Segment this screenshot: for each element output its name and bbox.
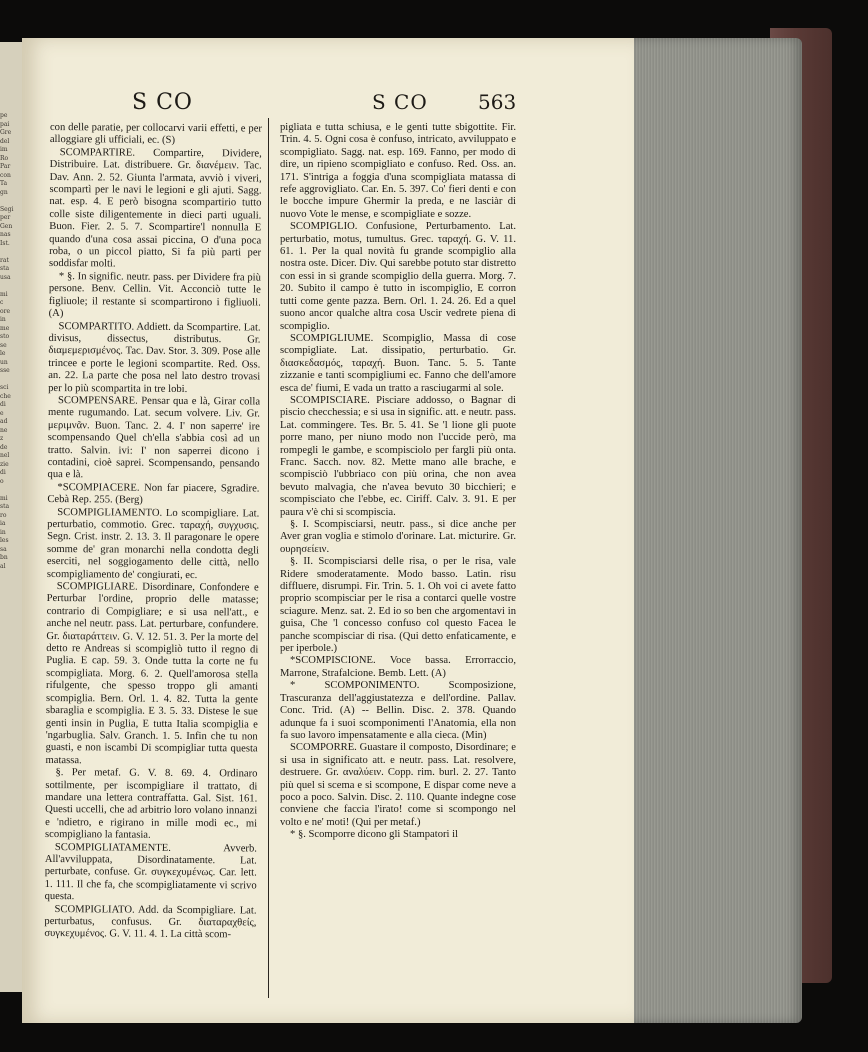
entry-paragraph: *SCOMPIACERE. Non far piacere, Sgradire. Cebà Rep. 255. (Berg) bbox=[47, 481, 260, 506]
dictionary-page bbox=[22, 38, 634, 1023]
entry-paragraph: SCOMPIGLIUME. Scompiglio, Massa di cose scompigliate. Lat. dissipatio, perturbatio. Gr. διασκεδασμός, ταραχή. Buon. Tanc. 5. 5. Tante zizzanie e tanti scompigliumi ec. Fanno che dell'amore esca de' fiumi, E vada un tratto a rasciugarmi al sole. bbox=[280, 332, 516, 394]
left-column bbox=[44, 122, 262, 942]
entry-paragraph: * §. Scomporre dicono gli Stampatori il bbox=[290, 829, 459, 841]
entry-paragraph: * §. In signific. neutr. pass. per Dividere fra più persone. Benv. Cellin. Vit. Acconciò tutte le figliuole; il restante si scompartirono i figliuoli. (A) bbox=[48, 270, 261, 320]
entry-paragraph: SCOMPORRE. Guastare il composto, Disordinare; e si usa in significato att. e neutr. pass. Lat. resolvere, destruere. Gr. αναλύειν. Copp. rim. burl. 2. 27. Tanto più quel si scema e si scompone, E dispar come neve a poco a poco. Salvin. Disc. 2. 110. Quante indegne cose conviene che faccia l'irato! come si scompongo nel volto e ne' moti! (Qui per metaf.) bbox=[280, 742, 516, 828]
page-block-edges bbox=[625, 38, 802, 1023]
entry-paragraph: §. Per metaf. G. V. 8. 69. 4. Ordinaro sottilmente, per iscompigliare il trattato, di mandare una lettera contraffatta. Gal. Sist. 161. Questi uccelli, che ad arbitrio loro volano innanzi e 'ndietro, e rigirano in mille modi ec., mi scompigliano la fantasia. bbox=[44, 767, 258, 841]
entry-paragraph: pigliata e tutta schiusa, e le genti tutte sbigottite. Fir. Trin. 4. 5. Ogni cosa è confuso, intricato, avviluppato e scompigliato. Sagg. nat. esp. 169. Fanno, per modo di dire, un ripieno scompigliato e confuso. Red. Oss. an. 171. S'intriga a foggia d'una scompigliata matassa di refe aggrovigliato. Car. En. 5. 397. Co' fieri denti e con le bocche impure Ghermir la preda, e ne lasciàr di nuovo Vote le mense, e scompigliate e sozze. bbox=[280, 122, 516, 220]
column-divider bbox=[268, 118, 269, 998]
entry-paragraph: SCOMPIGLIO. Confusione, Perturbamento. Lat. perturbatio, motus, tumultus. Grec. ταραχή. G. V. 11. 61. 1. Per la qual novità fu grande scompiglio alla nostra oste. Dicer. Div. Qui sarebbe potuto star distretto con essi in sì grande scompiglio della guerra. Morg. 7. 20. Subito il campo è tutto in iscompiglio, E corron tutti come gente pazza. Bern. Orl. 1. 24. 26. Ed a quel suono ancor qualche altra cosa Uscir vedrete piena di scompiglio. bbox=[280, 221, 516, 332]
entry-paragraph: con delle paratie, per collocarvi varii effetti, e per alloggiare gli ufficiali, ec. (S) bbox=[49, 122, 262, 147]
entry-paragraph: SCOMPARTITO. Addiett. da Scompartire. Lat. divisus, dissectus, distributus. Gr. διαμεμερισμένος. Tac. Dav. Stor. 3. 309. Pose alle trincee e porte le legioni scompartite. Red. Oss. an. 22. La parte che posa nel lato destro trovasi per lo più scompartita in tre lobi. bbox=[48, 320, 261, 395]
page-number: 563 bbox=[478, 90, 517, 114]
entry-paragraph: §. II. Scompisciarsi delle risa, o per le risa, vale Ridere smoderatamente. Modo basso. Latin. risu diffluere, disrumpi. Fir. Trin. 5. 1. Oh voi ci avete fatto proprio scompisciar per le risa a contarci quelle vostre sciagure. Menz. sat. 2. Ed io so ben che argomentavi in guisa, Che 'l concesso confuso col questo Facea le panche scompisciar di risa. (Qui detto enfaticamente, e per iperbole.) bbox=[280, 556, 516, 655]
entry-paragraph: *SCOMPISCIONE. Voce bassa. Errorraccio, Marrone, Strafalcione. Bemb. Lett. (A) bbox=[280, 655, 516, 679]
entry-paragraph: SCOMPISCIARE. Pisciare addosso, o Bagnar di piscio checchessia; e si usa in signific. att. e neutr. pass. Lat. commingere. Tes. Br. 5. 41. Se 'l lione gli puote porre mano, per niuno modo non l'uccide però, ma rompegli le gambe, e scompisciolo per fargli più onta. Franc. Sacch. nov. 82. Mette mano alle brache, e scompisciò l'ubbriaco con più orina, che non avea bevuto malvagia, che n'avea bevuto 30 bicchieri; e scompisciato che l'ebbe, ec. Ciriff. Calv. 3. 91. E per paura v'è chi si scompiscia. bbox=[280, 394, 516, 518]
entry-paragraph: §. I. Scompisciarsi, neutr. pass., si dice anche per Aver gran voglia e stimolo d'orinare. Lat. micturire. Gr. ουρησείειν. bbox=[280, 519, 516, 555]
entry-paragraph: SCOMPIGLIATAMENTE. Avverb. All'avviluppata, Disordinatamente. Lat. perturbate, confuse. Gr. συγκεχυμένως. Car. lett. 1. 111. Il che fa, che scompigliatamente vi scrivo questa. bbox=[44, 841, 257, 903]
left-running-head: S CO bbox=[132, 90, 193, 115]
entry-paragraph: SCOMPARTIRE. Compartire, Dividere, Distribuire. Lat. distribuere. Gr. διανέμειν. Tac. Dav. Ann. 2. 52. Giunta l'armata, avviò i viveri, scompartì per le navi le legioni e gli ajuti. Sagg. nat. esp. 4. E però bisogna scompartirio tutto colle siste diligentemente in dieci parti uguali. Buon. Fier. 2. 5. 7. Scompartire'l nonnulla E quando d'una cosa assai piccina, O d'una poca roba, o un piccol piatto, Si fa più parti per soddisfar molti. bbox=[48, 146, 262, 270]
right-running-head: S CO bbox=[372, 90, 428, 114]
entry-paragraph: SCOMPIGLIARE. Disordinare, Confondere e Perturbar l'ordine, proprio delle matasse; contrario di Compigliare; e si usa nell'att., e anche nel neutr. pass. Lat. perturbare, confundere. Gr. διαταράττειν. G. V. 12. 51. 3. Per la morte del detto re Andreas si scompigliò tutto il regno di Puglia. E cap. 59. 3. Onde tutta la corte ne fu scompigliata. Morg. 6. 2. Quell'amorosa stella rifulgente, che spesso troppo gli amanti scompiglia. Bern. Orl. 1. 4. 82. Tutta la gente sbaraglia e scompiglia. E 3. 5. 33. Distese le sue genti insin in Puglia, E tutta Italia scompiglia e 'ngarbuglia. Salv. Granch. 1. 5. Infin che tu non guasti, e non iscambi Di scompigliar tutta questa matassa. bbox=[45, 581, 259, 766]
entry-paragraph: SCOMPIGLIATO. Add. da Scompigliare. Lat. perturbatus, confusus. Gr. διαταραχθείς, συγκεχυμένος. G. V. 11. 4. 1. La città scom- bbox=[44, 903, 257, 941]
entry-paragraph: SCOMPENSARE. Pensar qua e là, Girar colla mente rugumando. Lat. secum volvere. Liv. Gr. μεριμνᾶν. Buon. Tanc. 2. 4. I' non saperre' ire scompensando Quel ch'ella s'abbia così ad un tratto. Salvin. ivi: I' non saperrei dicono i contadini, cioè saprei. Scompensando, pensando qua e là. bbox=[47, 395, 261, 481]
left-page-margin-fragments: pe pai Gre del im Ro Par con Ta gn Segi per Gen nas Ist. rat sta usa mi c ore in me sto se le un sse sci che di e ad ne z de nel zie di o mi sta ro ia in les sa bn al bbox=[0, 112, 14, 570]
entry-paragraph: SCOMPIGLIAMENTO. Lo scompigliare. Lat. perturbatio, commotio. Grec. ταραχή, συγχυσις. Segn. Crist. instr. 2. 13. 3. Il paragonare le opere somme de' gran monarchi nella condotta degli eserciti, nel soggiogamento delle città, nello scompigliamento de' congiurati, ec. bbox=[46, 506, 260, 581]
right-column bbox=[280, 122, 516, 842]
entry-paragraph: * SCOMPONIMENTO. Scomposizione, Trascuranza dell'aggiustatezza e dell'ordine. Pallav. Conc. Trid. (A) -- Bellin. Disc. 2. 378. Quando adunque fa i suoi scomponimenti l'Anatomia, ella non fa suo lavoro impensatamente e alla cieca. (Min) bbox=[280, 680, 516, 741]
